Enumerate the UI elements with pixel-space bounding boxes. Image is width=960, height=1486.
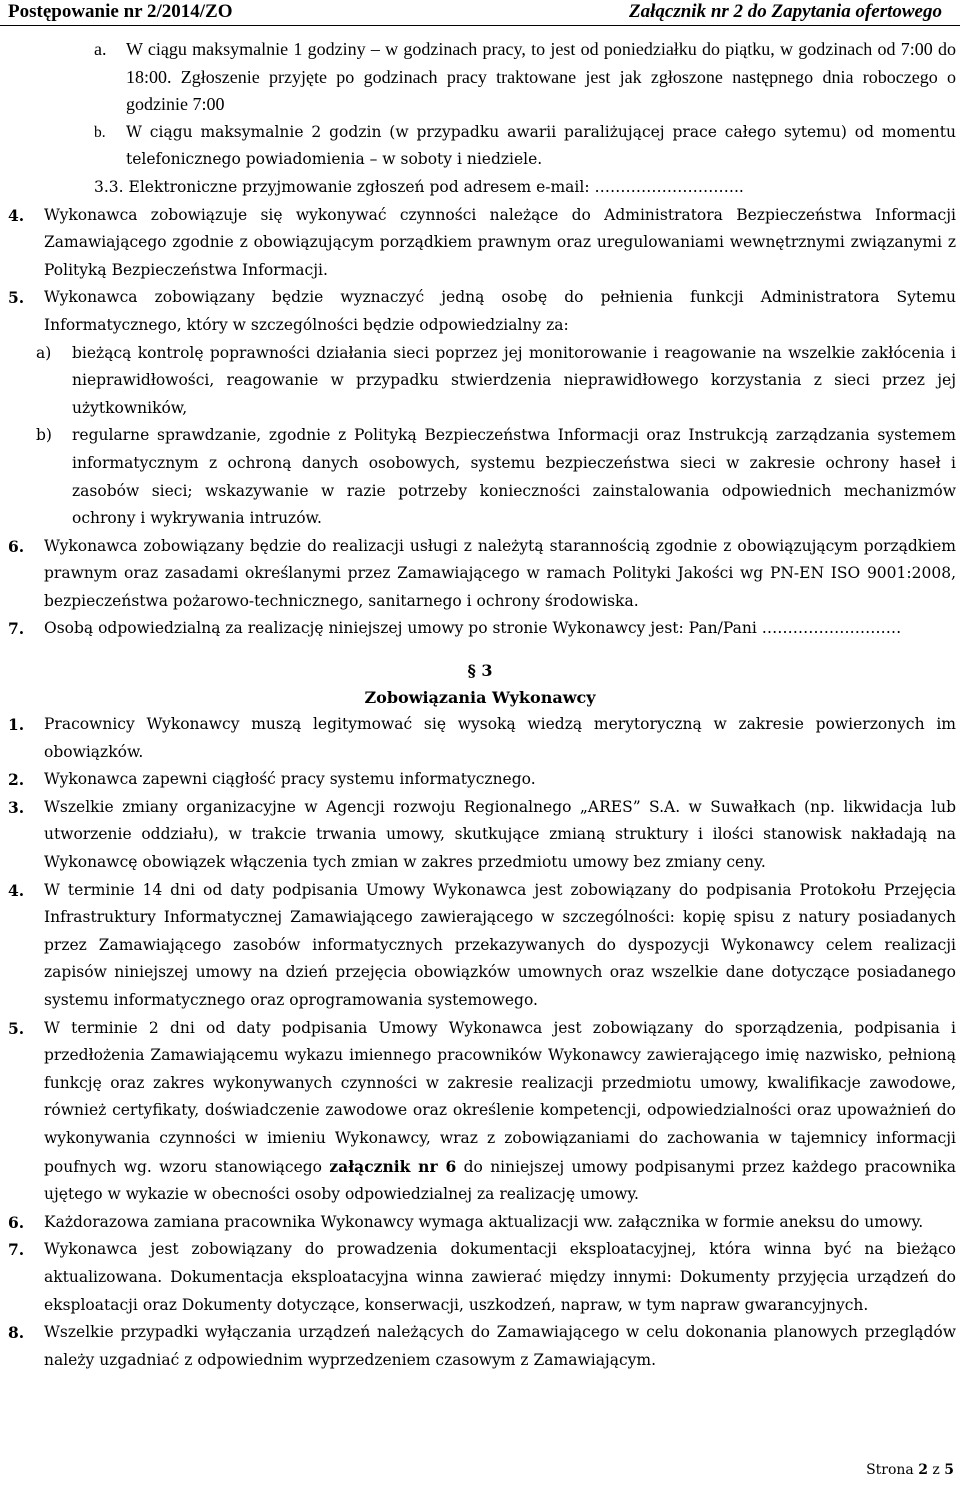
item-text: Każdorazowa zamiana pracownika Wykonawcy wymaga aktualizacji ww. załącznika w formie aneksu do umowy. <box>44 1212 924 1231</box>
header-procedure-number: Postępowanie nr 2/2014/ZO <box>8 1 233 22</box>
point-5 <box>0 284 960 339</box>
point-text: Wykonawca zobowiązany będzie wyznaczyć jedną osobę do pełnienia funkcji Administratora Sytemu Informatycznego, który w szczególności będzie odpowiedzialny za: <box>44 288 956 334</box>
point-5-subitem-b <box>0 422 960 532</box>
footer-page-number: 2 <box>918 1462 928 1478</box>
item-text: Wykonawca zapewni ciągłość pracy systemu informatycznego. <box>44 770 536 789</box>
section-item-6 <box>0 1209 960 1237</box>
section-item-7 <box>0 1236 960 1319</box>
point-text: Osobą odpowiedzialną za realizację niniejszej umowy po stronie Wykonawcy jest: Pan/Pani ……………………… <box>44 619 902 638</box>
item-text: Wykonawca jest zobowiązany do prowadzenia dokumentacji eksploatacyjnej, która winna być na bieżąco aktualizowana. Dokumentacja eksploatacyjna winna zawierać między innymi: Dokumenty przyjęcia urządzeń do eksploatacji oraz Dokumenty dotyczące, konserwacji, uszkodzeń, napraw, w tym napraw gwarancyjnych. <box>44 1240 956 1314</box>
list-item-b <box>0 119 960 174</box>
item-text-before: W terminie 2 dni od daty podpisania Umowy Wykonawca jest zobowiązany do sporządzenia, podpisania i przedłożenia Zamawiającemu wykazu imiennego pracowników Wykonawcy zawierającego imię nazwisko, pełnioną funkcję oraz zakres wykonywanych czynności w zakresie realizacji przedmiotu umowy, kwalifikacje zawodowe, również certyfikaty, doświadczenie zawodowe oraz określenie kompetencji, odpowiedzialności oraz upoważnień do wykonywania czynności w imieniu Wykonawcy, wraz z zobowiązaniami do zachowania w tajemnicy informacji poufnych wg. wzoru stanowiącego <box>44 1018 956 1176</box>
point-text: Wykonawca zobowiązuje się wykonywać czynności należące do Administratora Bezpieczeństwa Informacji Zamawiającego zgodnie z obowiązującym porządkiem prawnym oraz uregulowaniami wewnętrznymi związanymi z Polityką Bezpieczeństwa Informacji. <box>44 205 956 279</box>
subitem-text: bieżącą kontrolę poprawności działania sieci poprzez jej monitorowanie i reagowanie na wszelkie zakłócenia i nieprawidłowości, reagowanie w przypadku stwierdzenia nieprawidłowego korzystania z sieci przez jej użytkowników, <box>72 343 956 417</box>
section-item-2 <box>0 766 960 794</box>
list-item-a <box>0 36 960 119</box>
footer-middle: z <box>927 1462 945 1478</box>
subitem-text: regularne sprawdzanie, zgodnie z Polityką Bezpieczeństwa Informacji oraz Instrukcją zarządzania systemem informatycznym z ochroną danych osobowych, systemu bezpieczeństwa sieci w zakresie ochrony haseł i zasobów sieci; wskazywanie w razie potrzeby konieczności zainstalowania odpowiednich mechanizmów ochrony i wykrywania intruzów. <box>72 426 956 528</box>
item-text: Wszelkie zmiany organizacyjne w Agencji rozwoju Regionalnego „ARES” S.A. w Suwałkach (np. likwidacja lub utworzenie oddziału), w trakcie trwania umowy, skutkujące zmianą struktury i ilości stanowisk nakładają na Wykonawcę obowiązek włączenia tych zmian w zakres przedmiotu umowy bez zmiany ceny. <box>44 797 956 872</box>
attachment-reference: załącznik nr 6 <box>329 1156 457 1176</box>
section-item-1 <box>0 711 960 766</box>
page-footer <box>866 1462 954 1478</box>
point-7 <box>0 615 960 643</box>
item-text: Pracownicy Wykonawcy muszą legitymować się wysoką wiedzą merytoryczną w zakresie powierzonych im obowiązków. <box>44 715 956 761</box>
point-5-subitem-a <box>0 340 960 423</box>
footer-prefix: Strona <box>866 1462 919 1478</box>
list-item-label: b. <box>94 123 106 141</box>
list-item-label: a. <box>94 39 107 59</box>
section-item-8 <box>0 1319 960 1374</box>
list-item-text: W ciągu maksymalnie 2 godzin (w przypadku awarii paraliżującej prace całego sytemu) od momentu telefonicznego powiadomienia – w soboty i niedziele. <box>126 122 956 169</box>
subitem-label: a) <box>36 343 52 362</box>
page-header <box>0 0 960 24</box>
subitem-label: b) <box>36 426 52 445</box>
item-label: 7. <box>8 1240 25 1260</box>
point-label: 4. <box>8 205 25 225</box>
section-title: Zobowiązania Wykonawcy <box>364 688 596 708</box>
item-text: W terminie 14 dni od daty podpisania Umowy Wykonawca jest zobowiązany do podpisania Protokołu Przejęcia Infrastruktury Informatycznej Zamawiającego zawierającego w szczególności: kopię spisu z natury posiadanych przez Zamawiającego zasobów informatycznych przekazywanych do dyspozycji Wykonawcy celem realizacji zapisów niniejszej umowy na dzień przejęcia obowiązków umownych oraz wszelkie dane dotyczące posiadanego systemu informatycznego oraz oprogramowania systemowego. <box>44 880 956 1009</box>
point-label: 6. <box>8 536 25 556</box>
section-item-3 <box>0 794 960 877</box>
item-text: Wszelkie przypadki wyłączania urządzeń należących do Zamawiającego w celu dokonania planowych przeglądów należy uzgadniać z odpowiednim wyprzedzeniem czasowym z Zamawiającym. <box>44 1323 956 1369</box>
item-text-after: do niniejszej umowy podpisanymi przez każdego pracownika ujętego w wykazie w obecności osoby odpowiedzialnej za realizację umowy. <box>44 1157 956 1204</box>
header-rule <box>0 25 960 26</box>
point-label: 5. <box>8 288 25 308</box>
header-attachment-title: Załącznik nr 2 do Zapytania ofertowego <box>629 1 942 22</box>
point-text: Wykonawca zobowiązany będzie do realizacji usługi z należytą starannością zgodnie z obowiązującym porządkiem prawnym oraz zasadami określanymi przez Zamawiającego w ramach Polityki Jakości wg PN-EN ISO 9001:2008, bezpieczeństwa pożarowo-technicznego, sanitarnego i ochrony środowiska. <box>44 536 956 610</box>
document-body <box>0 36 960 1374</box>
subsection-3-3-text: 3.3. Elektroniczne przyjmowanie zgłoszeń pod adresem e-mail: ……………………….. <box>94 177 744 196</box>
item-label: 1. <box>8 715 25 735</box>
item-label: 8. <box>8 1323 25 1343</box>
footer-page-total: 5 <box>944 1462 954 1478</box>
item-label: 4. <box>8 880 25 900</box>
item-label: 5. <box>8 1018 25 1038</box>
section-item-4 <box>0 877 960 1015</box>
subsection-3-3 <box>0 174 960 202</box>
section-number: § 3 <box>467 661 493 681</box>
item-label: 3. <box>8 797 25 817</box>
list-item-text: W ciągu maksymalnie 1 godziny – w godzinach pracy, to jest od poniedziałku do piątku, w godzinach od 7:00 do 18:00. Zgłoszenie przyjęte po godzinach pracy traktowane jest jak zgłoszone następnego dnia roboczego o godzinie 7:00 <box>126 39 956 115</box>
item-label: 6. <box>8 1212 25 1232</box>
point-4 <box>0 202 960 285</box>
point-label: 7. <box>8 619 25 639</box>
item-label: 2. <box>8 770 25 790</box>
point-6 <box>0 533 960 616</box>
section-item-5 <box>0 1015 960 1209</box>
